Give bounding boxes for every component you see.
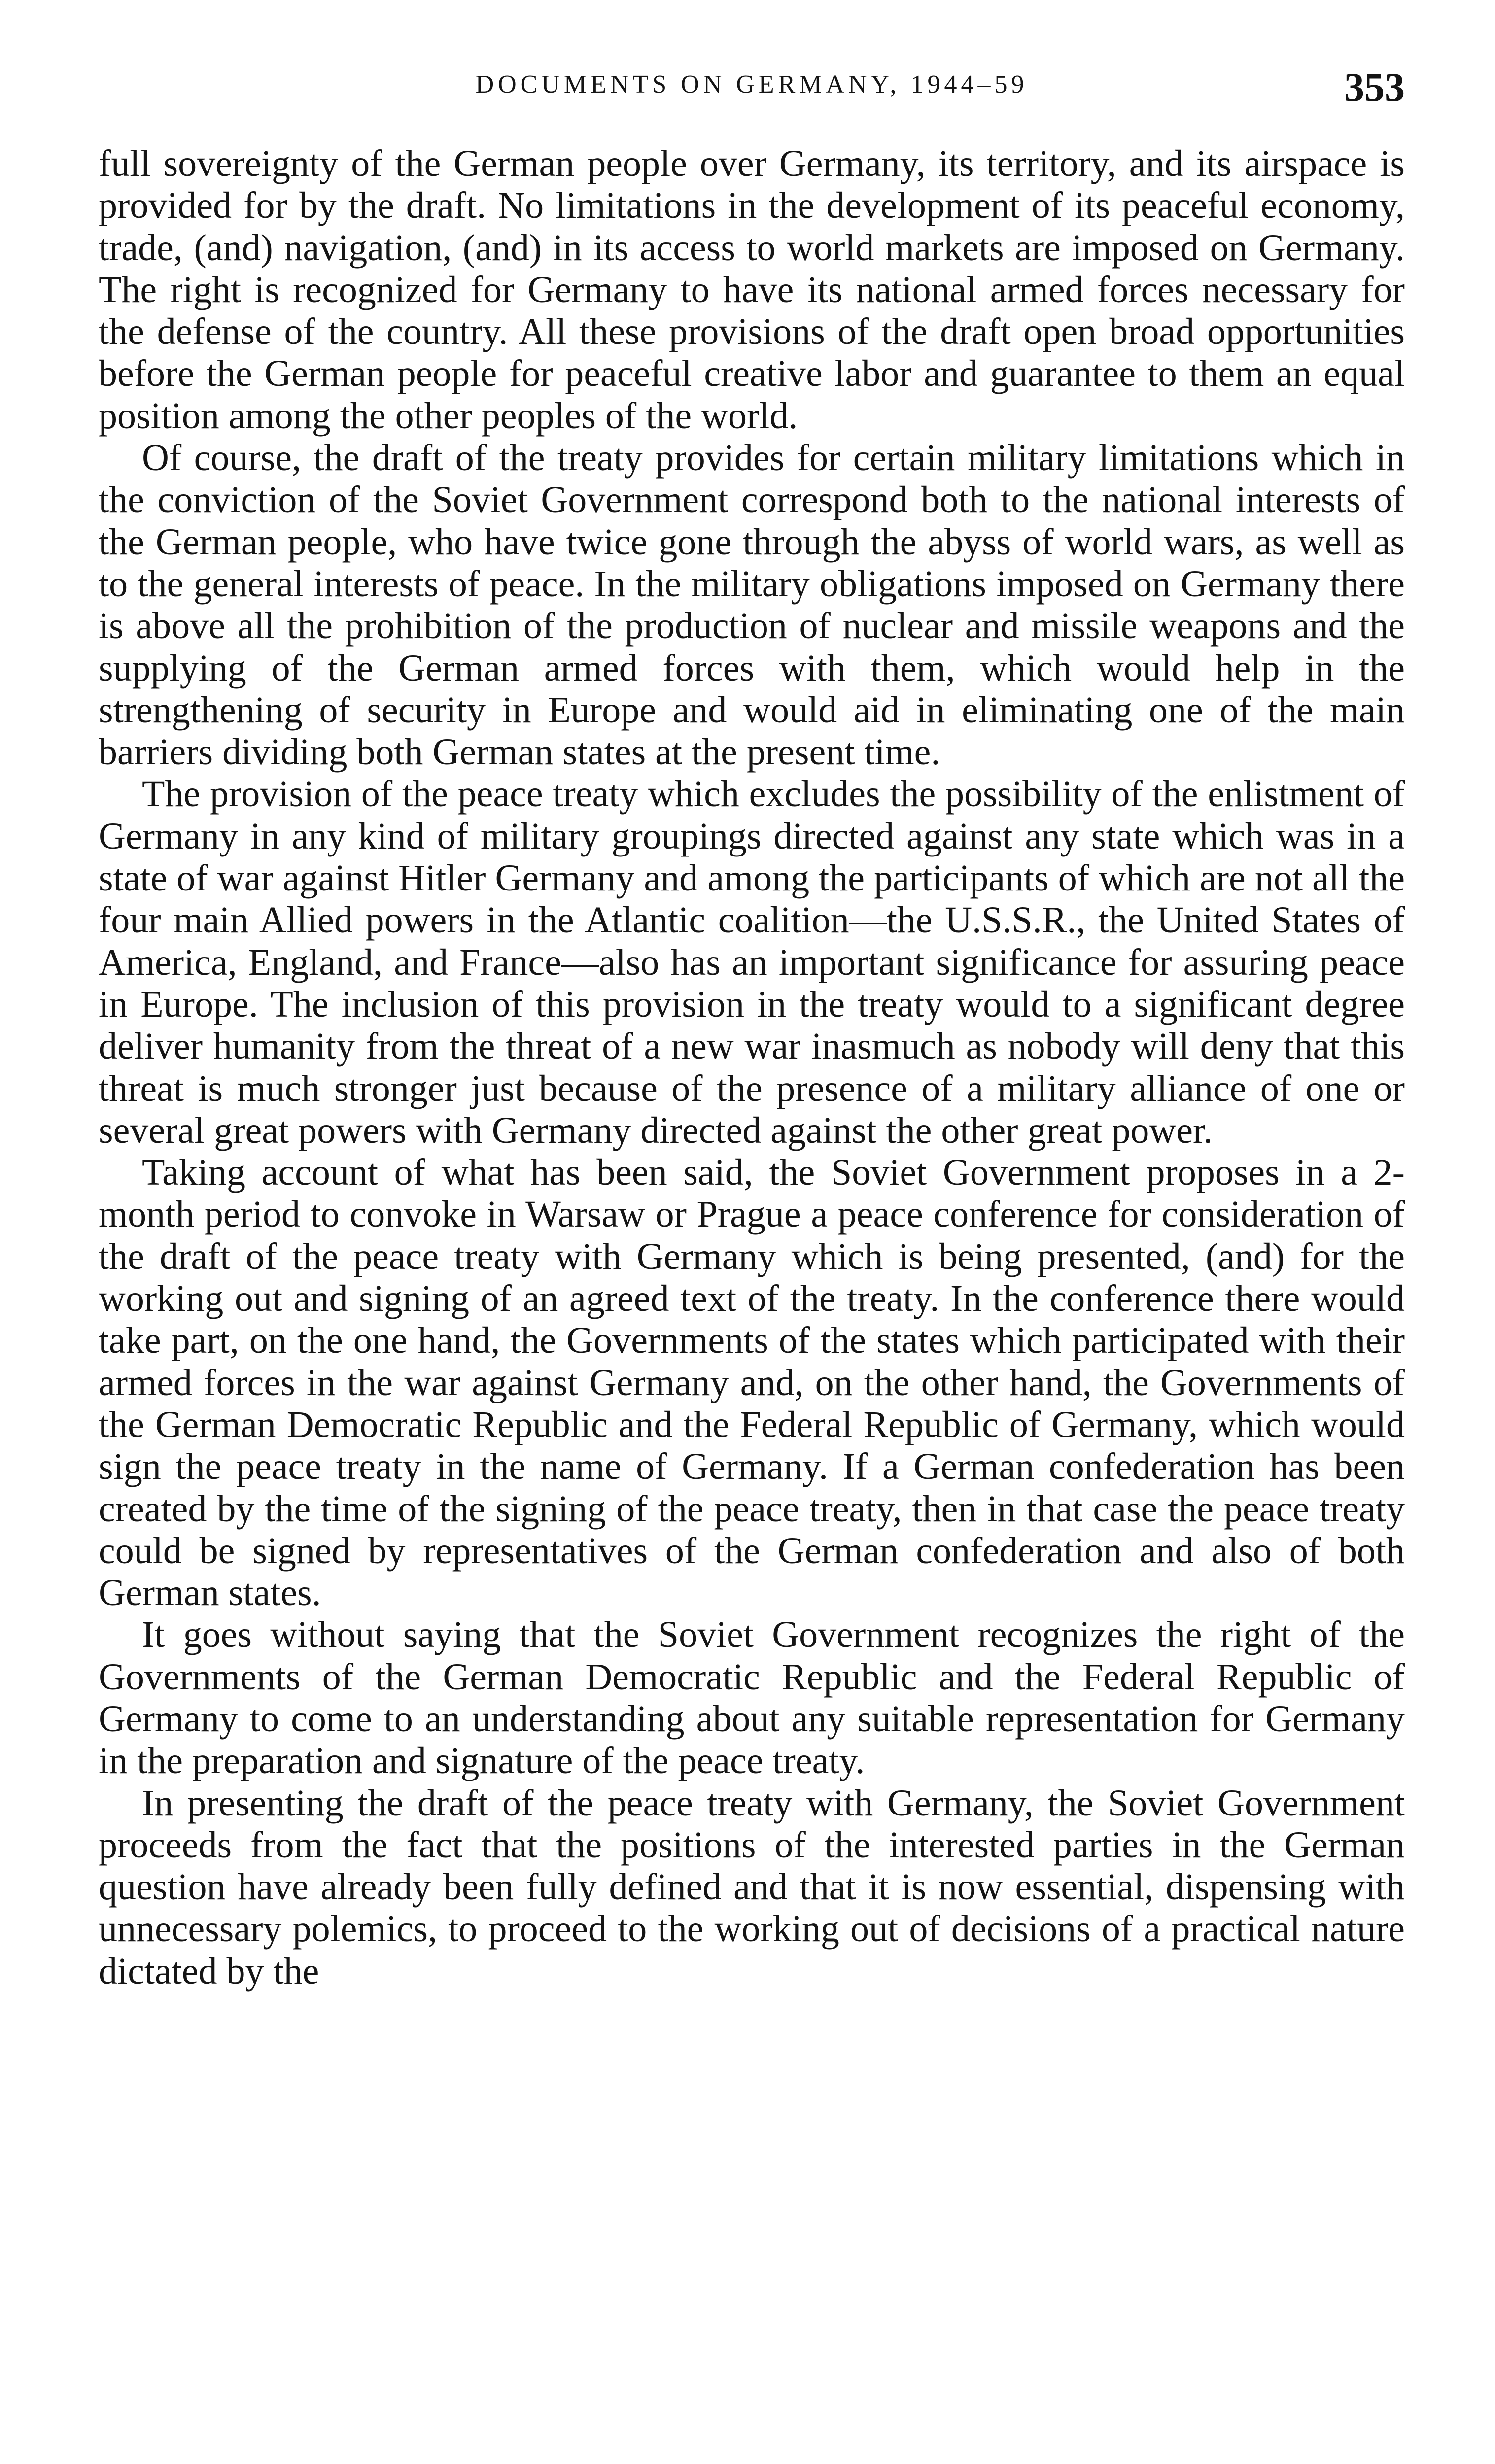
page-number: 353	[1344, 65, 1405, 109]
running-title: DOCUMENTS ON GERMANY, 1944–59	[475, 70, 1028, 99]
paragraph-peace-conference: Taking account of what has been said, the Soviet Government proposes in a 2-month period to convoke in Warsaw or Prague a peace conference for consideration of the draft of the peace treaty with Germany which is being presented, (and) for the working out and signing of an agreed text of the treaty. In the conference there would take part, on the one hand, the Governments of the states which participated with their armed forces in the war against Germany and, on the other hand, the Governments of the German Democratic Republic and the Federal Republic of Germany, which would sign the peace treaty in the name of Germany. If a German confederation has been created by the time of the signing of the peace treaty, then in that case the peace treaty could be signed by representatives of the German confederation and also of both German states.	[99, 1152, 1405, 1614]
body-text	[99, 143, 1405, 1992]
paragraph-continued: full sovereignty of the German people over Germany, its territory, and its airspace is provided for by the draft. No limitations in the development of its peaceful economy, trade, (and) navigation, (and) in its access to world markets are imposed on Germany. The right is recognized for Germany to have its national armed forces necessary for the defense of the country. All these provisions of the draft open broad opportunities before the German people for peaceful creative labor and guarantee to them an equal position among the other peoples of the world.	[99, 143, 1405, 437]
paragraph-representation: It goes without saying that the Soviet Government recognizes the right of the Governments of the German Democratic Republic and the Federal Republic of Germany to come to an understanding about any suitable representation for Germany in the preparation and signature of the peace treaty.	[99, 1614, 1405, 1782]
running-head	[99, 64, 1405, 118]
paragraph-military-limitations: Of course, the draft of the treaty provides for certain military limitations which in the conviction of the Soviet Government correspond both to the national interests of the German people, who have twice gone through the abyss of world wars, as well as to the general interests of peace. In the military obligations imposed on Germany there is above all the prohibition of the production of nuclear and missile weapons and the supplying of the German armed forces with them, which would help in the strengthening of security in Europe and would aid in eliminating one of the main barriers dividing both German states at the present time.	[99, 437, 1405, 773]
paragraph-military-groupings: The provision of the peace treaty which excludes the possibility of the enlistment of Germany in any kind of military groupings directed against any state which was in a state of war against Hitler Germany and among the participants of which are not all the four main Allied powers in the Atlantic coalition—the U.S.S.R., the United States of America, England, and France—also has an important significance for assuring peace in Europe. The inclusion of this provision in the treaty would to a significant degree deliver humanity from the threat of a new war inasmuch as nobody will deny that this threat is much stronger just because of the presence of a military alliance of one or several great powers with Germany directed against the other great power.	[99, 773, 1405, 1151]
paragraph-presenting-draft: In presenting the draft of the peace treaty with Germany, the Soviet Government proceeds from the fact that the positions of the interested parties in the German question have already been fully defined and that it is now essential, dispensing with unnecessary polemics, to proceed to the working out of decisions of a practical nature dictated by the	[99, 1782, 1405, 1992]
